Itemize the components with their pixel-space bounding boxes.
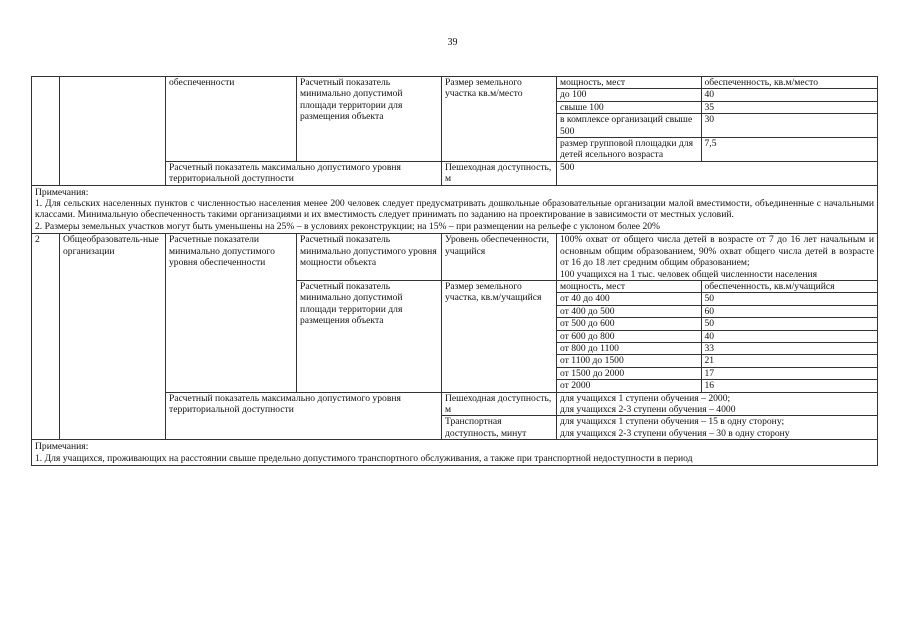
access-param: Пешеходная доступность, м (442, 161, 557, 185)
table-cell: 50 (701, 293, 877, 305)
table-row (557, 355, 877, 367)
table-row (557, 330, 877, 342)
transport-value (557, 416, 878, 440)
table-cell: от 500 до 600 (557, 318, 701, 330)
num-cell (32, 77, 60, 186)
table-cell: 7,5 (701, 138, 877, 161)
land-table-cell (557, 280, 878, 392)
transport-value-text: для учащихся 2-3 ступени обучения – 30 в одну сторону (560, 427, 790, 439)
note-item: 2. Размеры земельных участков могут быть уменьшены на 25% – в условиях реконструкции; на 15% – при размещении на рельефе с уклоном более 20% (35, 220, 661, 232)
table-header: обеспеченность, кв.м/учащийся (701, 281, 877, 293)
table-row (32, 234, 878, 281)
table-header: мощность, мест (557, 77, 701, 89)
notes-row (32, 185, 878, 234)
table-cell: 30 (701, 114, 877, 138)
table-cell: в комплексе организаций свыше 500 (557, 114, 701, 138)
name-cell (60, 77, 166, 186)
table-header: обеспеченность, кв.м/место (701, 77, 877, 89)
table-row (557, 367, 877, 379)
transport-value-text: для учащихся 1 ступени обучения – 15 в одну сторону; (560, 416, 785, 428)
table-cell: от 40 до 400 (557, 293, 701, 305)
table-cell: 50 (701, 318, 877, 330)
table-row (557, 305, 877, 317)
table-row (557, 114, 877, 138)
table-cell: 21 (701, 355, 877, 367)
name-cell: Общеобразователь-ные организации (60, 234, 166, 440)
table-row (557, 138, 877, 161)
table-cell: 60 (701, 305, 877, 317)
land-table (557, 281, 877, 392)
note-item: 1. Для сельских населенных пунктов с численностью населения менее 200 человек следует предусматривать дошкольные образовательные организации малой вместимости, объединенные с начальными классами. Минимальную обеспеченность такими организациями и их вместимость следует принимать по заданию на проектирование в зависимости от местных условий. (35, 198, 874, 221)
notes-block (32, 440, 878, 466)
table-cell: 16 (701, 380, 877, 392)
notes-title: Примечания: (35, 186, 89, 198)
cap-value-text: 100% охват от общего числа детей в возрасте от 7 до 16 лет начальным и основным общим образованием, 90% охват общего числа детей в возрасте от 16 до 18 лет средним общим образованием; (560, 234, 874, 269)
walk-value (557, 392, 878, 416)
page-number: 39 (447, 37, 458, 48)
land-label: Расчетный показатель минимально допустимой площади территории для размещения объекта (297, 77, 442, 162)
table-row (557, 293, 877, 305)
notes-row (32, 440, 878, 466)
table-row (557, 380, 877, 392)
table-cell: 40 (701, 330, 877, 342)
land-table-cell (557, 77, 878, 162)
table-row (557, 318, 877, 330)
table-row (32, 77, 878, 162)
table-cell: свыше 100 (557, 101, 701, 113)
access-label: Расчетный показатель максимально допустимого уровня территориальной доступности (166, 392, 442, 440)
cap-value (557, 234, 878, 281)
table-cell: от 400 до 500 (557, 305, 701, 317)
table-cell: 35 (701, 101, 877, 113)
land-label: Расчетный показатель минимально допустимой площади территории для размещения объекта (297, 280, 442, 392)
table-row (557, 101, 877, 113)
table-cell: 40 (701, 89, 877, 101)
table-cell: 33 (701, 342, 877, 354)
cap-param: Уровень обеспеченности, учащийся (442, 234, 557, 281)
table-row (557, 89, 877, 101)
indicator-cell: Расчетные показатели минимально допустимого уровня обеспеченности (166, 234, 297, 392)
table-header-row (557, 77, 877, 89)
table-cell: до 100 (557, 89, 701, 101)
land-param: Размер земельного участка кв.м/место (442, 77, 557, 162)
note-item: 1. Для учащихся, проживающих на расстоянии свыше предельно допустимого транспортного обслуживания, а также при транспортной недоступности в период (35, 452, 693, 464)
table-cell: от 1500 до 2000 (557, 367, 701, 379)
cap-label: Расчетный показатель минимально допустимого уровня мощности объекта (297, 234, 442, 281)
transport-param: Транспортная доступность, минут (442, 416, 557, 440)
table-header-row (557, 281, 877, 293)
table-cell: от 1100 до 1500 (557, 355, 701, 367)
table-cell: 17 (701, 367, 877, 379)
walk-value-text: для учащихся 1 ступени обучения – 2000; (560, 392, 731, 404)
land-param: Размер земельного участка, кв.м/учащийся (442, 280, 557, 392)
num-cell: 2 (32, 234, 60, 440)
notes-block (32, 185, 878, 234)
table-header: мощность, мест (557, 281, 701, 293)
land-table (557, 77, 877, 161)
table-cell: от 600 до 800 (557, 330, 701, 342)
access-label: Расчетный показатель максимально допустимого уровня территориальной доступности (166, 161, 442, 185)
cap-value-text: 100 учащихся на 1 тыс. человек общей численности населения (560, 268, 818, 280)
table-cell: от 2000 (557, 380, 701, 392)
norms-table (31, 76, 878, 466)
notes-title: Примечания: (35, 441, 89, 453)
table-cell: размер групповой площадки для детей ясельного возраста (557, 138, 701, 161)
walk-value-text: для учащихся 2-3 ступени обучения – 4000 (560, 403, 736, 415)
access-value: 500 (557, 161, 878, 185)
table-row (557, 342, 877, 354)
walk-param: Пешеходная доступность, м (442, 392, 557, 416)
indicator-cell: обеспеченности (166, 77, 297, 162)
table-cell: от 800 до 1100 (557, 342, 701, 354)
